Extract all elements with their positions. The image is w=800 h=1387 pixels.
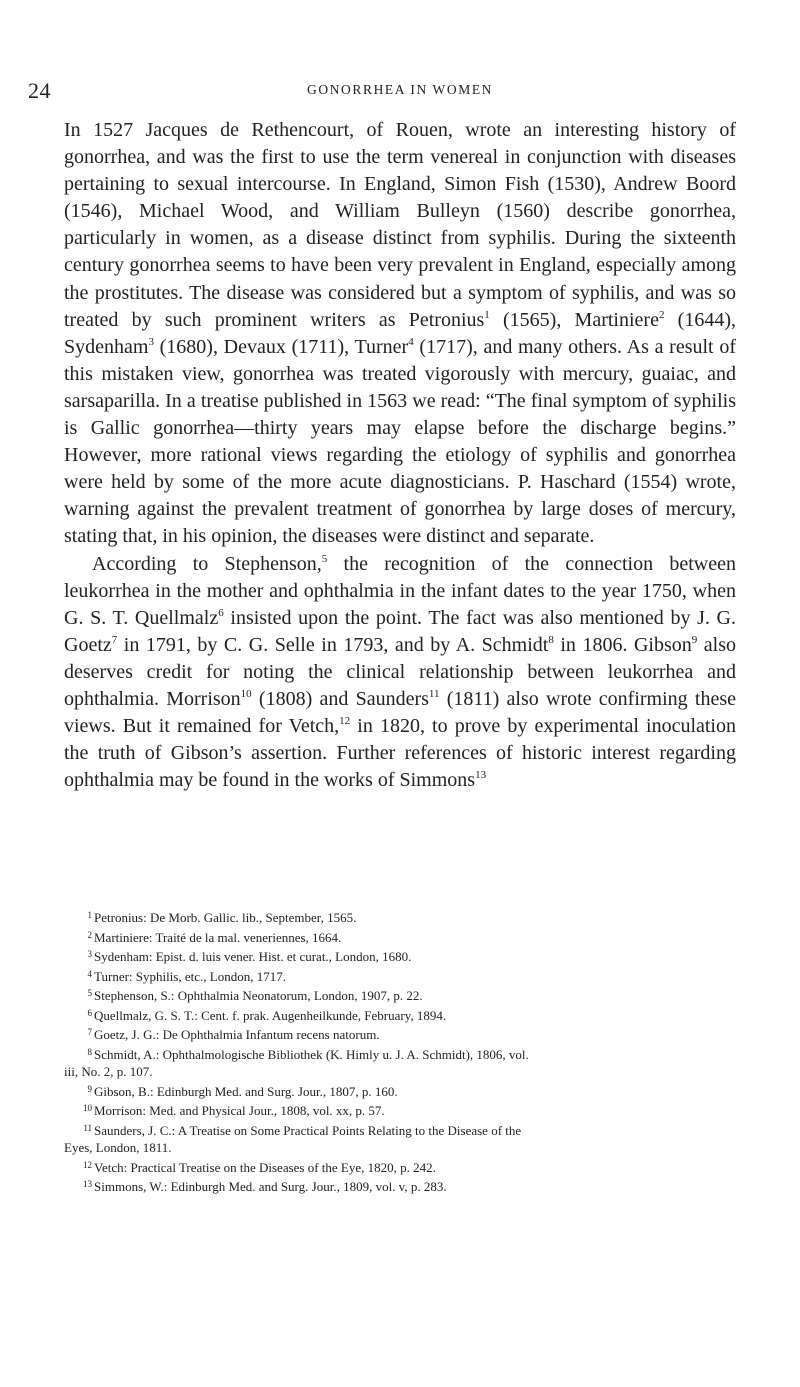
footnote-12 bbox=[64, 1157, 736, 1177]
text-run: In 1527 Jacques de Rethencourt, of Rouen, wrote an interesting history of gonorrhea, and was the first to use the term venereal in conjunction with diseases pertaining to sexual intercourse. In England, Simon Fish (1530), Andrew Boord (1546), Michael Wood, and William Bulleyn (1560) describe gonorrhea, particularly in women, as a disease distinct from syphilis. During the sixteenth century gonorrhea seems to have been very prevalent in England, especially among the prostitutes. The disease was considered but a symptom of syphilis, and was so treated by such prominent writers as Petronius bbox=[64, 119, 736, 331]
text-run: in 1791, by C. G. Selle in 1793, and by A. Schmidt bbox=[117, 633, 549, 656]
footnote-ref: 11 bbox=[428, 687, 440, 700]
footnote-text: Quellmalz, G. S. T.: Cent. f. prak. Augenheilkunde, February, 1894. bbox=[94, 1007, 447, 1023]
text-run: (1680), Devaux (1711), Turner bbox=[153, 335, 409, 358]
footnote-text: Eyes, London, 1811. bbox=[64, 1140, 172, 1155]
footnote-number: 3 bbox=[87, 949, 92, 959]
footnote-8 bbox=[64, 1044, 736, 1064]
running-head: GONORRHEA IN WOMEN bbox=[306, 82, 494, 97]
footnote-ref: 10 bbox=[240, 687, 252, 700]
footnote-text: Stephenson, S.: Ophthalmia Neonatorum, London, 1907, p. 22. bbox=[94, 988, 423, 1003]
footnote-3 bbox=[64, 946, 736, 966]
footnote-text: Saunders, J. C.: A Treatise on Some Practical Points Relating to the Disease of the bbox=[94, 1122, 522, 1138]
footnote-number: 13 bbox=[83, 1179, 92, 1189]
footnote-number: 2 bbox=[87, 929, 92, 940]
footnote-1 bbox=[64, 907, 736, 927]
footnote-text: Schmidt, A.: Ophthalmologische Bibliothek (K. Himly u. J. A. Schmidt), 1806, vol. bbox=[94, 1046, 529, 1062]
footnote-number: 10 bbox=[83, 1103, 92, 1113]
footnote-9 bbox=[64, 1081, 736, 1101]
footnote-4 bbox=[64, 966, 736, 986]
footnote-number: 8 bbox=[87, 1046, 92, 1057]
footnote-ref: 1 bbox=[484, 308, 490, 321]
text-run: According to Stephenson, bbox=[92, 552, 322, 575]
footnote-text: iii, No. 2, p. 107. bbox=[64, 1064, 153, 1079]
footnote-text: Turner: Syphilis, etc., London, 1717. bbox=[94, 968, 286, 984]
text-run: (1808) and Saunders bbox=[251, 687, 429, 710]
footnote-text: Morrison: Med. and Physical Jour., 1808, vol. xx, p. 57. bbox=[94, 1103, 385, 1118]
footnote-11 bbox=[64, 1120, 736, 1140]
footnote-number: 9 bbox=[87, 1083, 92, 1094]
footnote-text: Petronius: De Morb. Gallic. lib., September, 1565. bbox=[94, 910, 357, 925]
footnote-ref: 12 bbox=[339, 715, 351, 728]
text-run: the recognition of the connection between leukorrhea in the mother and ophthalmia in the infant dates to the year 1750, when G. S. T. Quellmalz bbox=[64, 552, 736, 629]
footnote-ref: 8 bbox=[548, 633, 554, 646]
text-run: (1565), Martiniere bbox=[489, 308, 659, 331]
footnote-text: Gibson, B.: Edinburgh Med. and Surg. Jour., 1807, p. 160. bbox=[94, 1083, 398, 1099]
footnote-11-continuation bbox=[64, 1139, 736, 1157]
footnote-text: Vetch: Practical Treatise on the Diseases of the Eye, 1820, p. 242. bbox=[94, 1159, 436, 1175]
footnote-text: Sydenham: Epist. d. luis vener. Hist. et curat., London, 1680. bbox=[94, 949, 412, 964]
footnote-number: 12 bbox=[83, 1159, 92, 1170]
footnote-2 bbox=[64, 927, 736, 947]
footnote-text: Goetz, J. G.: De Ophthalmia Infantum recens natorum. bbox=[94, 1027, 380, 1042]
paragraph-2 bbox=[64, 551, 736, 795]
footnote-6 bbox=[64, 1005, 736, 1025]
footnote-8-continuation bbox=[64, 1063, 736, 1081]
text-run: in 1806. Gibson bbox=[553, 633, 692, 656]
footnote-ref: 4 bbox=[408, 335, 414, 348]
footnote-ref: 7 bbox=[111, 633, 118, 646]
footnote-number: 6 bbox=[87, 1007, 92, 1018]
footnote-13 bbox=[64, 1176, 736, 1196]
footnote-number: 11 bbox=[83, 1122, 92, 1133]
footnote-5 bbox=[64, 985, 736, 1005]
footnote-number: 1 bbox=[87, 910, 92, 920]
text-run: also deserves credit for noting the clinical relationship between leukorrhea and ophthalmia. Morrison bbox=[64, 633, 737, 710]
text-run: (1717), and many others. As a result of this mistaken view, gonorrhea was treated vigorously with mercury, guaiac, and sarsaparilla. In a treatise published in 1563 we read: “The final symptom of syphilis is Gallic gonorrhea—thirty years may elapse before the discharge begins.” However, more rational views regarding the etiology of syphilis and gonorrhea were held by some of the more acute diagnosticians. P. Haschard (1554) wrote, warning against the prevalent treatment of gonorrhea by large doses of mercury, stating that, in his opinion, the diseases were distinct and separate. bbox=[64, 335, 736, 548]
footnote-number: 7 bbox=[87, 1027, 92, 1037]
footnote-number: 5 bbox=[87, 988, 92, 998]
text-run: (1811) also wrote confirming these views. But it remained for Vetch, bbox=[64, 687, 736, 738]
paragraph-1 bbox=[64, 117, 736, 551]
footnote-number: 4 bbox=[87, 968, 92, 979]
page-number: 24 bbox=[28, 78, 51, 103]
footnotes bbox=[64, 907, 736, 1196]
footnote-text: Simmons, W.: Edinburgh Med. and Surg. Jour., 1809, vol. v, p. 283. bbox=[94, 1179, 447, 1194]
footnote-7 bbox=[64, 1024, 736, 1044]
footnote-text: Martiniere: Traité de la mal. veneriennes, 1664. bbox=[94, 929, 342, 945]
footnote-10 bbox=[64, 1100, 736, 1120]
page-header bbox=[0, 78, 800, 104]
footnote-ref: 2 bbox=[658, 308, 665, 321]
footnote-ref: 5 bbox=[321, 552, 328, 565]
text-run: in 1820, to prove by experimental inoculation the truth of Gibson’s assertion. Further references of historic interest regarding ophthalmia may be found in the works of Simmons bbox=[64, 715, 736, 792]
text-run: insisted upon the point. The fact was also mentioned by J. G. Goetz bbox=[64, 606, 736, 656]
footnote-ref: 3 bbox=[148, 335, 154, 348]
body-text bbox=[64, 117, 736, 794]
footnote-ref: 9 bbox=[691, 633, 698, 646]
footnote-ref: 6 bbox=[218, 606, 224, 619]
text-run: (1644), Sydenham bbox=[64, 308, 736, 358]
footnote-ref: 13 bbox=[475, 769, 487, 782]
